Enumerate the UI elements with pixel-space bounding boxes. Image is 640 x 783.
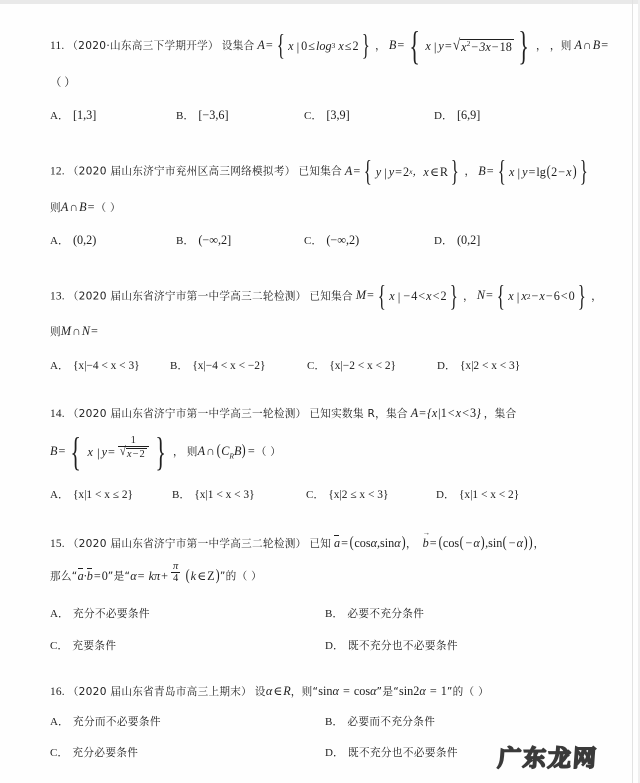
question-16-option-d[interactable]	[325, 744, 458, 760]
questions-container	[50, 23, 610, 760]
question-14-stem-text-2: ，集合	[483, 407, 517, 420]
option-label: D．	[325, 639, 344, 652]
question-13-option-d[interactable]	[437, 357, 520, 373]
page-right-rule	[632, 0, 633, 783]
question-15-option-b[interactable]	[325, 605, 424, 621]
question-15-options-row2	[50, 637, 610, 653]
option-label: A．	[50, 489, 69, 501]
question-16-stem-text: 设	[254, 685, 266, 698]
question-11-set-b: B= { x | y = √ $x^2-3x-18$ }	[388, 23, 529, 68]
question-12-options	[50, 232, 610, 248]
question-15-condition-line	[50, 560, 610, 589]
question-15-answer-paren: （ ）	[236, 570, 263, 583]
question-16-cond1: sinα = cosα	[318, 683, 377, 698]
question-14-setb-line: B= { x | y = 1 √ x−2 } ， 则A∩ $(C_RB)$ =（ ）	[50, 429, 282, 474]
question-16-cond2: sin2α = 1	[399, 683, 447, 698]
option-label: C．	[306, 489, 325, 501]
question-15-cond2: α= kπ+ $\frac{\pi}{4}$ (k∈Z)	[130, 560, 220, 584]
question-13-option-b[interactable]	[170, 357, 307, 373]
question-12-number: 12.	[50, 165, 65, 178]
question-14-set-a: A={x|1<x<3}	[410, 405, 481, 420]
question-11-answer-paren: （ ）	[50, 77, 76, 89]
option-label: C．	[50, 746, 69, 759]
question-11-option-b[interactable]	[176, 107, 304, 123]
question-14-option-d[interactable]	[436, 486, 519, 502]
question-11-stem: 11. （2020·山东高三下学期开学） 设集合 A= { x | 0 ≤ log 3 x ≤ 2 } ， B= { x | y = √ $x^2-3x-18$ } ， ，则 A∩B=	[50, 23, 609, 68]
question-12-ask-prefix: 则	[50, 201, 61, 214]
option-text: {x|−4 < x < 3}	[72, 359, 140, 372]
option-label: B．	[325, 715, 344, 728]
question-12-option-c[interactable]	[304, 232, 434, 248]
question-13-options	[50, 357, 610, 373]
option-text: 必要不充分条件	[347, 607, 425, 620]
question-12-option-a[interactable]	[50, 232, 176, 248]
question-14-options	[50, 486, 610, 502]
option-text: {x|1 < x ≤ 2}	[72, 489, 134, 501]
option-text: (0,2]	[456, 233, 481, 247]
question-16-option-c[interactable]	[50, 744, 325, 760]
question-11-option-c[interactable]	[304, 107, 434, 123]
question-14-ask-prefix: 则	[186, 445, 198, 458]
question-15-option-d[interactable]	[325, 637, 458, 653]
option-label: C．	[304, 235, 323, 247]
option-label: B．	[176, 110, 195, 123]
question-16-alpha-in-r: α∈R	[265, 683, 291, 698]
option-label: D．	[434, 235, 453, 247]
option-text: [1,3]	[72, 108, 97, 123]
question-16-stem-text-3: ”是“	[376, 685, 400, 698]
option-label: A．	[50, 235, 69, 247]
question-12-stem: 12. （2020 届山东济宁市兖州区高三网络模拟考） 已知集合 A= { y | y = 2 x ， x ∈ R } ， B= { x | y = lg ( 2 − x ) }	[50, 159, 610, 184]
question-13-option-a[interactable]	[50, 357, 170, 373]
question-15-line2-prefix: 那么“	[50, 570, 78, 583]
question-13-ask-prefix: 则	[50, 326, 61, 339]
option-label: A．	[50, 715, 69, 728]
question-11-ask-prefix: ，则	[549, 39, 572, 52]
question-16-stem-text-4: ”的	[446, 685, 464, 698]
option-label: D．	[434, 110, 453, 123]
question-15-number: 15.	[50, 538, 65, 550]
question-15-options-row1	[50, 605, 610, 621]
option-text: 既不充分也不必要条件	[347, 746, 458, 759]
option-text: [6,9]	[456, 108, 481, 123]
question-11-source: （2020·山东高三下学期开学）	[67, 39, 219, 52]
option-label: A．	[50, 607, 69, 620]
question-11-option-a[interactable]	[50, 107, 176, 123]
question-14-answer-paren: （ ）	[255, 445, 282, 458]
question-11-set-a: A= { x | 0 ≤ log 3 x ≤ 2 }	[257, 29, 370, 63]
question-12-source: （2020 届山东济宁市兖州区高三网络模拟考）	[67, 165, 296, 178]
fraction-numerator: 1	[130, 434, 136, 446]
question-13	[50, 280, 610, 373]
option-text: (−∞,2)	[326, 233, 360, 247]
option-text: 充要条件	[72, 639, 117, 652]
page-top-band	[0, 0, 640, 4]
question-15-vector-a: a= (cosα,sinα)	[334, 534, 406, 551]
question-15-vector-b: → b= (cos( −α),sin( −α))	[423, 536, 534, 550]
question-16-option-a[interactable]	[50, 713, 325, 729]
question-15	[50, 535, 610, 653]
question-12-option-b[interactable]	[176, 232, 304, 248]
site-watermark: 广东龙网	[496, 746, 599, 772]
question-11-option-d[interactable]	[434, 107, 480, 123]
option-text: 充分而不必要条件	[72, 715, 161, 728]
question-13-source: （2020 届山东省济宁市第一中学高三二轮检测）	[67, 290, 307, 303]
option-text: 充分不必要条件	[72, 607, 150, 620]
option-text: 既不充分也不必要条件	[347, 639, 458, 652]
question-15-line2-mid: ”是“	[107, 570, 131, 583]
question-11-ask: A∩B=	[574, 37, 609, 52]
question-14-number: 14.	[50, 407, 65, 420]
option-text: {x|2 < x < 3}	[459, 359, 521, 372]
question-12	[50, 155, 610, 248]
option-text: 必要而不充分条件	[347, 715, 436, 728]
question-13-stem: 13. （2020 届山东省济宁市第一中学高三二轮检测） 已知集合 M= { x | − 4 < x < 2 } ， N= { x | x 2 − x − 6 < 0 } ，	[50, 280, 603, 313]
question-16-options-row1	[50, 713, 610, 729]
fraction-denominator: 4	[173, 572, 179, 584]
question-13-option-c[interactable]	[307, 357, 437, 373]
question-15-option-a[interactable]	[50, 605, 325, 621]
option-label: C．	[307, 359, 326, 372]
question-16-number: 16.	[50, 685, 65, 698]
question-15-source: （2020 届山东省济宁市第一中学高三二轮检测）	[67, 538, 307, 550]
question-16-stem	[50, 685, 610, 698]
option-label: D．	[436, 489, 455, 501]
question-11	[50, 23, 610, 123]
option-label: B．	[172, 489, 191, 501]
option-text: (0,2)	[72, 233, 97, 247]
question-12-stem-text: 已知集合	[298, 165, 343, 178]
option-text: [3,9]	[326, 108, 350, 123]
question-11-number: 11.	[50, 39, 65, 52]
question-14-option-b[interactable]	[172, 486, 306, 502]
option-text: {x|1 < x < 3}	[194, 489, 255, 501]
question-14-stem	[50, 407, 610, 420]
question-15-stem: 15. （2020 届山东省济宁市第一中学高三二轮检测） 已知 a= (cosα,sinα)， → b= (cos( −α),sin( −α))，	[50, 535, 610, 551]
question-14-stem-text: 已知实数集 R，集合	[309, 407, 408, 420]
question-15-stem-text: 已知	[309, 538, 332, 550]
option-text: [−3,6]	[198, 108, 229, 123]
option-label: D．	[325, 746, 344, 759]
question-15-option-c[interactable]	[50, 637, 325, 653]
question-12-ask: 则A∩B=（ ）	[50, 199, 121, 214]
question-13-ask: 则M∩N=	[50, 324, 98, 339]
question-14-set-b: B= { x | y = 1 √ x−2 }	[50, 429, 166, 474]
option-text: {x|1 < x < 2}	[458, 489, 520, 501]
option-label: C．	[304, 110, 323, 123]
option-label: B．	[325, 607, 344, 620]
question-15-cond1: a·b=0	[77, 568, 108, 583]
option-label: B．	[176, 235, 195, 247]
question-13-set-m: M= { x | − 4 < x < 2 }	[355, 280, 458, 313]
option-text: {x|−4 < x < −2}	[192, 359, 266, 372]
question-11-options	[50, 107, 610, 123]
option-text: {x|−2 < x < 2}	[329, 359, 397, 372]
fraction-numerator: π	[173, 560, 179, 572]
question-16-source: （2020 届山东省青岛市高三上期末）	[67, 685, 253, 698]
option-text: (−∞,2]	[198, 233, 232, 247]
question-14	[50, 407, 610, 502]
option-text: {x|2 ≤ x < 3}	[328, 489, 389, 501]
option-label: B．	[170, 359, 189, 372]
question-12-set-a: A= { y | y = 2 x ， x ∈ R }	[344, 155, 459, 189]
question-12-answer-paren: （ ）	[95, 201, 121, 214]
question-13-number: 13.	[50, 290, 65, 303]
option-label: A．	[50, 110, 69, 123]
question-14-source: （2020 届山东省济宁市第一中学高三一轮检测）	[67, 407, 307, 420]
question-11-stem-text: 设集合	[221, 39, 255, 52]
question-16-option-b[interactable]	[325, 713, 435, 729]
question-12-option-d[interactable]	[434, 232, 480, 248]
option-label: C．	[50, 639, 69, 652]
question-12-set-b: B= { x | y = lg ( 2 − x ) }	[478, 155, 588, 189]
question-16-answer-paren: （ ）	[463, 685, 489, 698]
question-16-stem-text-2: ，则“	[290, 685, 319, 698]
option-label: D．	[437, 359, 456, 372]
question-15-line2-suffix: ”的	[219, 570, 237, 583]
question-14-option-a[interactable]	[50, 486, 172, 502]
question-13-set-n: N= { x | x 2 − x − 6 < 0 }	[476, 280, 586, 313]
question-13-stem-text: 已知集合	[309, 290, 353, 303]
question-14-option-c[interactable]	[306, 486, 436, 502]
option-text: 充分必要条件	[72, 746, 139, 759]
option-label: A．	[50, 359, 69, 372]
